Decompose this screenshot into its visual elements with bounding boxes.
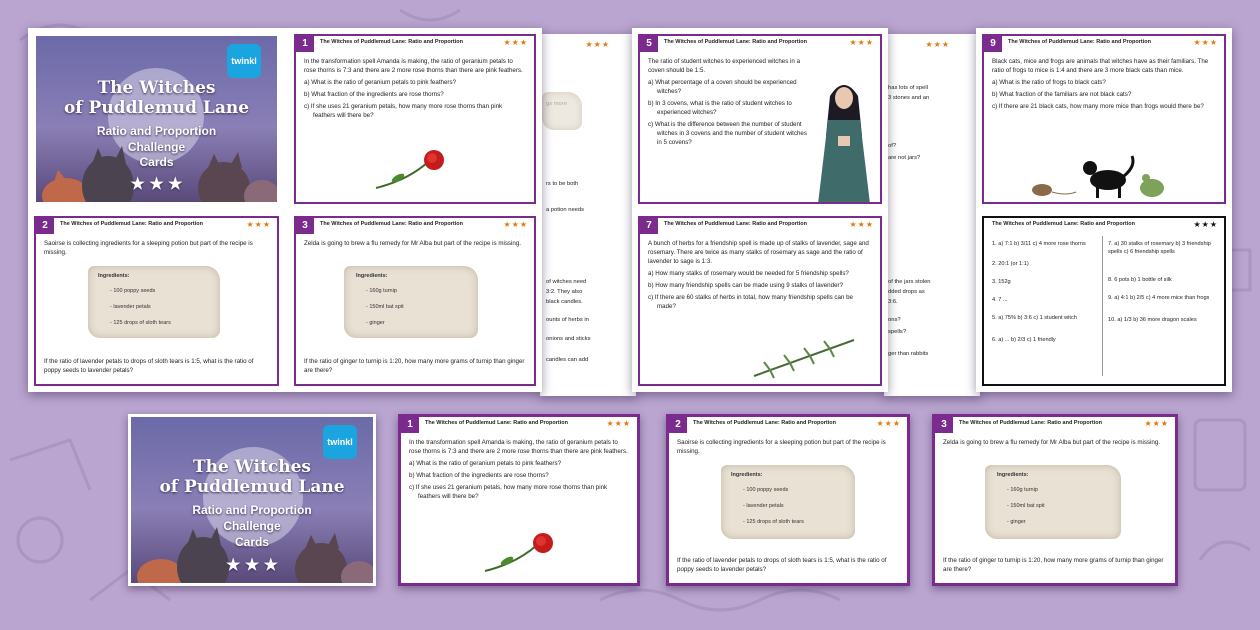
answer-10: 10. a) 1/3 b) 36 more dragon scales (1108, 317, 1197, 323)
ingredients-title: Ingredients: (731, 472, 763, 478)
challenge-card-2-large (666, 414, 910, 586)
witch-illustration (816, 76, 872, 204)
card-number: 2 (36, 218, 54, 234)
peek-text-d2: dded drops as (888, 289, 925, 295)
answer-9: 9. a) 4:1 b) 2/5 c) 4 more mice than frogs (1108, 295, 1210, 301)
rose-icon (368, 148, 458, 196)
ingredient-2: - 150ml bat spit (366, 304, 404, 310)
sheet-back-b (884, 34, 980, 396)
peek-text-b5: onions and sticks (546, 336, 591, 342)
ingredients-title: Ingredients: (98, 273, 130, 279)
rosemary-icon (750, 336, 860, 380)
ingredients-title: Ingredients: (997, 472, 1029, 478)
card-number: 1 (401, 417, 419, 433)
difficulty-stars: ★★★ (585, 40, 610, 49)
answer-7: 7. a) 30 stalks of rosemary b) 3 friendship spells c) 6 friendship spells (1108, 241, 1211, 256)
title-line-2: of Puddlemud Lane (159, 477, 345, 497)
challenge-card-3 (294, 216, 536, 386)
ingredient-2: - lavender petals (743, 503, 784, 509)
peek-text-c4: of? (888, 143, 897, 149)
question-c: c) If she uses 21 geranium petals, how many more rose thorns than pink feathers will there be? (409, 483, 608, 500)
card-intro: In the transformation spell Amanda is making, the ratio of geranium petals to rose thorns is 7:3 and there are 2 more rose thorns than there are pink feathers. (304, 58, 523, 74)
difficulty-stars: ★★★ (246, 220, 271, 229)
question-a: a) What is the ratio of geranium petals to pink feathers? (409, 459, 562, 467)
answer-8: 8. 6 pots b) 1 bottle of silk (1108, 277, 1172, 283)
ingredients-parchment (985, 465, 1121, 539)
question-b: b) What fraction of the familiars are not black cats? (992, 90, 1132, 98)
card-header: The Witches of Puddlemud Lane: Ratio and Proportion (320, 221, 463, 227)
sheet-4 (976, 28, 1232, 392)
challenge-card-5 (638, 34, 882, 204)
challenge-card-1-large (398, 414, 640, 586)
subtitle-line-3: Cards (234, 535, 269, 549)
ingredient-1: - 100 poppy seeds (743, 487, 789, 493)
title-line-1: The Witches (97, 78, 216, 98)
peek-text-d1: of the jars stolen (888, 279, 931, 285)
question-c: c) What is the difference between the number of student witches in 3 covens and the number of student witches in 5 covens? (648, 120, 807, 146)
card-question: If the ratio of ginger to turnip is 1:20, how many more grams of turnip than ginger are there? (943, 557, 1164, 574)
card-header: The Witches of Puddlemud Lane: Ratio and Proportion (693, 420, 836, 426)
question-a: a) What percentage of a coven should be experienced witches? (648, 78, 797, 95)
parchment-fragment (542, 92, 582, 130)
card-header: The Witches of Puddlemud Lane: Ratio and Proportion (664, 39, 807, 45)
card-number: 7 (640, 218, 658, 234)
challenge-card-2 (34, 216, 279, 386)
card-intro: In the transformation spell Amanda is making, the ratio of geranium petals to rose thorns is 7:3 and there are 2 more rose thorns than there are pink feathers. (409, 439, 628, 455)
sheet-3 (632, 28, 888, 392)
ingredient-2: - 150ml bat spit (1007, 503, 1045, 509)
card-intro: A bunch of herbs for a friendship spell is made up of stalks of lavender, sage and rosemary. There are twice as many stalks of rosemary as sage and the ratio of lavender to sage is 1:3. (648, 240, 869, 265)
answer-5: 5. a) 75% b) 3:6 c) 1 student witch (992, 315, 1077, 321)
question-b: b) What fraction of the ingredients are rose thorns? (304, 90, 444, 98)
card-number: 5 (640, 36, 658, 52)
twinkl-logo: twinkl (227, 44, 261, 78)
familiars-illustration (1024, 154, 1174, 200)
challenge-card-1 (294, 34, 536, 204)
ingredient-1: - 160g turnip (366, 288, 397, 294)
peek-text-c5: are not jars? (888, 155, 921, 161)
answer-3: 3. 152g (992, 279, 1011, 285)
difficulty-stars: ★★★ (503, 38, 528, 47)
question-a: a) What is the ratio of geranium petals to pink feathers? (304, 78, 457, 86)
difficulty-stars: ★★★ (849, 38, 874, 47)
challenge-card-3-large (932, 414, 1178, 586)
title-line-2: of Puddlemud Lane (63, 98, 250, 118)
card-intro: Zelda is going to brew a flu remedy for Mr Alba but part of the recipe is missing. (304, 240, 522, 247)
ingredients-title: Ingredients: (356, 273, 388, 279)
difficulty-stars: ★★★ (1193, 38, 1218, 47)
difficulty-stars: ★★★ (876, 419, 901, 428)
ingredients-parchment (721, 465, 855, 539)
card-header: The Witches of Puddlemud Lane: Ratio and Proportion (1008, 39, 1151, 45)
card-intro: Black cats, mice and frogs are animals that witches have as their familiars. The ratio of frogs to mice is 1:4 and there are 3 more black cats than mice. (992, 58, 1209, 74)
difficulty-stars: ★★★ (849, 220, 874, 229)
question-b: b) What fraction of the ingredients are rose thorns? (409, 471, 549, 479)
ingredient-1: - 100 poppy seeds (110, 288, 156, 294)
peek-text-b4: ounts of herbs in (546, 317, 589, 323)
card-question: If the ratio of lavender petals to drops of sloth tears is 1:5, what is the ratio of poppy seeds to lavender petals? (44, 358, 254, 375)
answer-6: 6. a) ... b) 2/3 c) 1 friendly (992, 337, 1056, 343)
ingredient-2: - lavender petals (110, 304, 151, 310)
card-number: 3 (935, 417, 953, 433)
ingredient-1: - 160g turnip (1007, 487, 1038, 493)
peek-text-d6: spells? (888, 329, 907, 335)
card-intro: Zelda is going to brew a flu remedy for Mr Alba but part of the recipe is missing. (943, 439, 1161, 446)
card-header: The Witches of Puddlemud Lane: Ratio and Proportion (425, 420, 568, 426)
peek-text-d7: ger than rabbits (888, 351, 929, 357)
ingredient-3: - 125 drops of sloth tears (743, 519, 804, 525)
answers-card (982, 216, 1226, 386)
peek-text-b2: 3:2. They also (546, 289, 583, 295)
question-c: c) If there are 21 black cats, how many more mice than frogs would there be? (992, 102, 1204, 110)
card-intro: Saoirse is collecting ingredients for a sleeping potion but part of the recipe is missing. (44, 240, 253, 256)
subtitle-line-2: Challenge (127, 140, 186, 154)
ingredient-3: - ginger (1007, 519, 1026, 525)
card-header: The Witches of Puddlemud Lane: Ratio and Proportion (959, 420, 1102, 426)
ingredients-parchment (344, 266, 478, 338)
difficulty-stars: ★★★ (503, 220, 528, 229)
title-line-1: The Witches (193, 457, 311, 477)
difficulty-stars: ★★★ (606, 419, 631, 428)
card-number: 2 (669, 417, 687, 433)
answer-2: 2. 20:1 (or 1:1) (992, 261, 1029, 267)
peek-text-b3: black candles. (546, 299, 583, 305)
subtitle-line-3: Cards (139, 155, 174, 169)
sheet-1 (28, 28, 542, 392)
title-stars: ★ ★ ★ (130, 176, 183, 193)
question-b: b) How many friendship spells can be made using 9 stalks of lavender? (648, 281, 844, 289)
title-stars: ★ ★ ★ (226, 557, 278, 574)
title-card-large (128, 414, 376, 586)
difficulty-stars: ★★★ (925, 40, 950, 49)
peek-text-a3: a potion needs (546, 207, 585, 213)
question-a: a) What is the ratio of frogs to black cats? (992, 78, 1106, 86)
card-number: 9 (984, 36, 1002, 52)
peek-text-a2: rs to be both (546, 181, 579, 187)
card-number: 1 (296, 36, 314, 52)
question-c: c) If she uses 21 geranium petals, how many more rose thorns than pink feathers will there be? (304, 102, 503, 119)
question-a: a) How many stalks of rosemary would be needed for 5 friendship spells? (648, 269, 849, 277)
subtitle-line-1: Ratio and Proportion (192, 503, 312, 517)
peek-text-c1: has lots of spell (888, 85, 928, 91)
challenge-card-9 (982, 34, 1226, 204)
sheet-back-a (540, 34, 636, 396)
peek-text-c2: 3 stones and an (888, 95, 930, 101)
peek-text-b1: of witches need (546, 279, 587, 285)
subtitle-line-2: Challenge (223, 519, 281, 533)
question-c: c) If there are 60 stalks of herbs in total, how many friendship spells can be made? (648, 293, 853, 310)
challenge-card-7 (638, 216, 882, 386)
card-header: The Witches of Puddlemud Lane: Ratio and Proportion (664, 221, 807, 227)
rose-icon (477, 531, 567, 579)
card-question: If the ratio of lavender petals to drops of sloth tears is 1:5, what is the ratio of poppy seeds to lavender petals? (677, 557, 887, 574)
card-header: The Witches of Puddlemud Lane: Ratio and Proportion (60, 221, 203, 227)
ingredient-3: - 125 drops of sloth tears (110, 320, 171, 326)
question-b: b) In 3 covens, what is the ratio of student witches to experienced witches? (648, 99, 792, 116)
answers-divider (1102, 236, 1103, 376)
ingredient-3: - ginger (366, 320, 385, 326)
ingredients-parchment (88, 266, 220, 338)
title-card (34, 34, 279, 204)
card-intro: Saoirse is collecting ingredients for a sleeping potion but part of the recipe is missing. (677, 439, 886, 455)
card-number: 3 (296, 218, 314, 234)
difficulty-stars: ★★★ (1144, 419, 1169, 428)
card-header: The Witches of Puddlemud Lane: Ratio and Proportion (992, 221, 1135, 227)
peek-text-b6: candles can add (546, 357, 589, 363)
card-header: The Witches of Puddlemud Lane: Ratio and Proportion (320, 39, 463, 45)
peek-text-d5: ons? (888, 317, 901, 323)
answer-1: 1. a) 7:1 b) 3/11 c) 4 more rose thorns (992, 241, 1086, 247)
twinkl-logo: twinkl (323, 425, 357, 459)
difficulty-stars: ★★★ (1193, 220, 1218, 229)
peek-text-d3: 3:6. (888, 299, 898, 305)
card-question: If the ratio of ginger to turnip is 1:20, how many more grams of turnip than ginger are there? (304, 358, 525, 375)
answer-4: 4. 7 ... (992, 297, 1008, 303)
card-intro: The ratio of student witches to experienced witches in a coven should be 1:5. (648, 58, 801, 74)
subtitle-line-1: Ratio and Proportion (96, 124, 217, 138)
